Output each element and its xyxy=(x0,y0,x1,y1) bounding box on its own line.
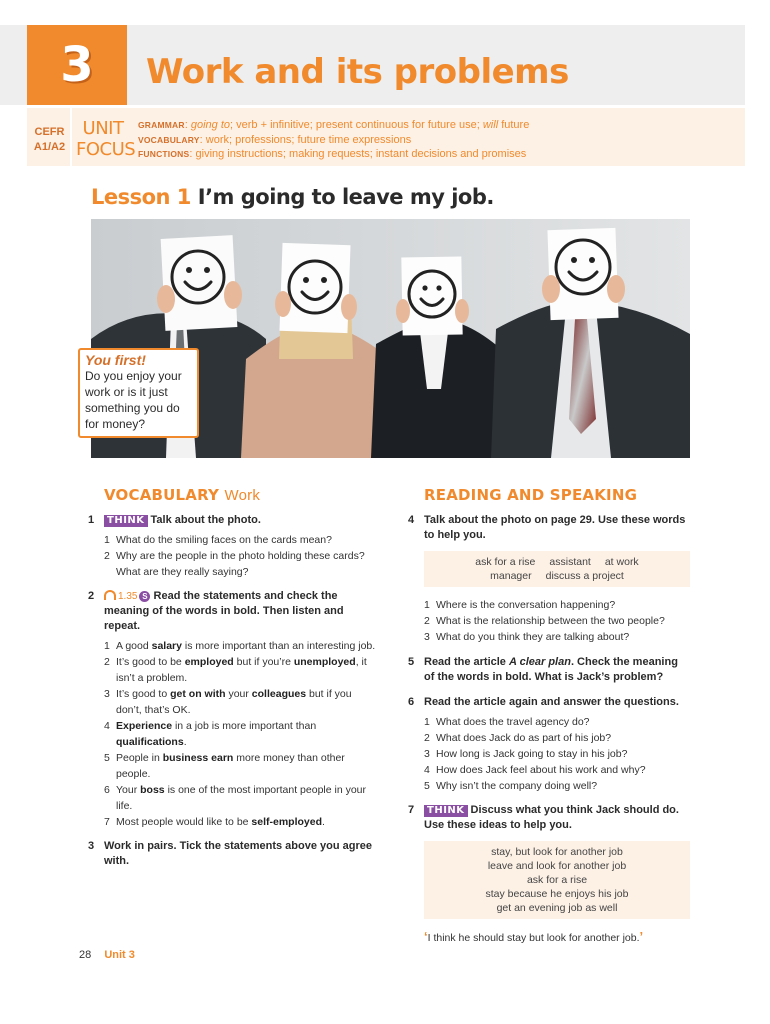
lesson-number: Lesson 1 xyxy=(91,185,191,209)
example-quote xyxy=(424,929,690,944)
audio-track[interactable] xyxy=(104,591,150,602)
item-text: How does Jack feel about his work and why? xyxy=(436,764,646,776)
item-text: . xyxy=(183,736,187,748)
task-instruction: Discuss what you think Jack should do. Use these ideas to help you. xyxy=(424,804,679,831)
task-instruction: . Check the meaning of the words in bold. What is Jack’s problem? xyxy=(424,656,678,683)
bold-word: boss xyxy=(140,784,165,796)
list-item xyxy=(88,532,378,548)
page-number: 28 xyxy=(79,949,92,961)
functions-text: : giving instructions; making requests; instant decisions and promises xyxy=(189,148,527,160)
list-item xyxy=(88,718,378,750)
item-text: A good xyxy=(116,640,152,652)
item-number: 1 xyxy=(424,716,430,728)
footer-unit: Unit 3 xyxy=(104,949,135,961)
item-text: What is the relationship between the two people? xyxy=(436,615,665,627)
unit-title: Work and its problems xyxy=(146,52,569,92)
item-number: 5 xyxy=(104,752,110,764)
item-text: What do the smiling faces on the cards mean? xyxy=(116,534,332,546)
item-text: What does the travel agency do? xyxy=(436,716,590,728)
item-number: 3 xyxy=(424,631,430,643)
item-number: 2 xyxy=(424,615,430,627)
vocabulary-heading-thin: Work xyxy=(224,487,261,504)
think-badge: THINK xyxy=(424,805,468,817)
item-text: Your xyxy=(116,784,141,796)
item-text: , it isn’t a problem. xyxy=(116,656,367,684)
lesson-title xyxy=(91,185,494,209)
article-title: A clear plan xyxy=(508,656,571,668)
item-text: more money than other people. xyxy=(116,752,345,780)
word-chip: manager xyxy=(490,570,532,582)
item-text: What do you think they are talking about? xyxy=(436,631,630,643)
item-number: 4 xyxy=(104,720,110,732)
item-text: . xyxy=(322,816,325,828)
unit-focus-lines xyxy=(138,118,529,162)
task-instruction: Read the article xyxy=(424,656,509,668)
item-text: Most people would like to be xyxy=(116,816,252,828)
item-number: 3 xyxy=(424,748,430,760)
task-number: 3 xyxy=(88,840,95,852)
bold-word: business earn xyxy=(162,752,234,764)
focus-word: FOCUS xyxy=(76,139,136,160)
task-instruction: Work in pairs. Tick the statements above you agree with. xyxy=(104,840,372,867)
item-text: How long is Jack going to stay in his job? xyxy=(436,748,628,760)
list-item xyxy=(408,778,690,794)
item-text: is more important than an interesting job. xyxy=(182,640,376,652)
vocabulary-heading-bold: VOCABULARY xyxy=(104,486,220,504)
you-first-box xyxy=(78,348,199,438)
task-6 xyxy=(408,695,690,710)
list-item xyxy=(408,597,690,613)
open-quote-icon: ‘ xyxy=(424,929,428,944)
item-text: It’s good to xyxy=(116,688,171,700)
list-item xyxy=(408,746,690,762)
task-1 xyxy=(88,513,378,528)
task-3 xyxy=(88,839,378,869)
idea-item: ask for a rise xyxy=(526,874,588,886)
you-first-title: You first! xyxy=(85,352,146,368)
bold-word: get on with xyxy=(170,688,226,700)
bold-word: employed xyxy=(184,656,234,668)
list-item xyxy=(88,548,378,580)
task-instruction: Read the statements and check the meaning of the words in bold. Then listen and repeat. xyxy=(104,590,344,632)
bold-word: Experience xyxy=(116,720,173,732)
grammar-line: GRAMMAR: going to; verb + infinitive; present continuous for future use; will future xyxy=(138,119,530,131)
item-number: 4 xyxy=(424,764,430,776)
task-number: 5 xyxy=(408,656,415,668)
list-item xyxy=(408,730,690,746)
vocabulary-text: : work; professions; future time expressions xyxy=(199,133,412,146)
functions-line xyxy=(138,147,529,162)
vocabulary-heading xyxy=(104,486,378,504)
item-text: but if you don’t, that’s OK. xyxy=(116,688,352,716)
task-number: 7 xyxy=(408,804,415,816)
functions-label: FUNCTIONS xyxy=(138,149,190,159)
idea-item: get an evening job as well xyxy=(496,902,618,914)
vocabulary-label: VOCABULARY xyxy=(138,134,200,145)
speaking-icon: S xyxy=(139,591,150,602)
item-text: It’s good to be xyxy=(116,656,185,668)
cefr-label: CEFR xyxy=(34,126,65,138)
cefr-value: A1/A2 xyxy=(33,141,66,153)
word-box xyxy=(424,551,690,587)
think-badge: THINK xyxy=(104,515,148,527)
grammar-end: future xyxy=(498,119,530,131)
bold-word: salary xyxy=(151,640,182,652)
list-item xyxy=(88,814,378,830)
list-item xyxy=(88,654,378,686)
item-text: What does Jack do as part of his job? xyxy=(436,732,612,744)
item-number: 3 xyxy=(104,688,110,700)
unit-word: UNIT xyxy=(82,118,124,139)
unit-focus-label xyxy=(76,118,136,160)
item-text: Where is the conversation happening? xyxy=(436,599,616,611)
item-text: your xyxy=(225,688,252,700)
grammar-text: ; verb + infinitive; present continuous for future use; xyxy=(230,119,483,131)
item-text: People in xyxy=(116,752,163,764)
word-chip: ask for a rise xyxy=(475,556,536,568)
word-chip: at work xyxy=(604,556,639,568)
cefr-level xyxy=(27,125,72,155)
ideas-box xyxy=(424,841,690,919)
item-number: 5 xyxy=(424,780,430,792)
task-instruction: Talk about the photo. xyxy=(150,514,261,526)
item-number: 2 xyxy=(424,732,430,744)
task-instruction: Read the article again and answer the questions. xyxy=(424,696,679,708)
item-number: 2 xyxy=(104,550,110,562)
item-number: 1 xyxy=(424,599,430,611)
task-2-statements xyxy=(88,638,378,830)
item-number: 6 xyxy=(104,784,110,796)
task-5 xyxy=(408,655,690,685)
close-quote-icon: ’ xyxy=(639,929,644,944)
item-number: 1 xyxy=(104,534,110,546)
item-number: 1 xyxy=(104,640,110,652)
task-4 xyxy=(408,513,690,543)
task-number: 4 xyxy=(408,514,415,526)
grammar-italic: going to xyxy=(190,119,231,131)
task-2 xyxy=(88,589,378,634)
idea-item: stay because he enjoys his job xyxy=(485,888,629,900)
reading-section xyxy=(408,486,690,944)
list-item xyxy=(408,762,690,778)
list-item xyxy=(88,750,378,782)
grammar-italic-2: will xyxy=(482,119,499,131)
bold-word: colleagues xyxy=(251,688,307,700)
lesson-title-text: I’m going to leave my job. xyxy=(197,185,494,209)
vocabulary-line xyxy=(138,133,529,148)
unit-number-box xyxy=(27,25,127,105)
item-text: Why isn’t the company doing well? xyxy=(436,780,598,792)
list-item xyxy=(408,714,690,730)
list-item xyxy=(88,782,378,814)
word-chip: assistant xyxy=(549,556,591,568)
list-item xyxy=(408,629,690,645)
task-number: 2 xyxy=(88,590,95,602)
you-first-question: Do you enjoy your work or is it just something you do for money? xyxy=(85,369,182,431)
bold-word: qualifications xyxy=(116,736,184,748)
task-number: 6 xyxy=(408,696,415,708)
task-7 xyxy=(408,803,690,833)
quote-text: I think he should stay but look for another job. xyxy=(427,932,640,944)
word-chip: discuss a project xyxy=(545,570,624,582)
item-text: but if you’re xyxy=(233,656,294,668)
item-number: 2 xyxy=(104,656,110,668)
word-box-row xyxy=(430,569,684,583)
page-footer xyxy=(79,949,135,961)
bold-word: self-employed xyxy=(251,816,323,828)
item-text: is one of the most important people in your life. xyxy=(116,784,367,812)
task-instruction: Talk about the photo on page 29. Use these words to help you. xyxy=(424,514,686,541)
list-item xyxy=(408,613,690,629)
reading-heading: READING AND SPEAKING xyxy=(424,486,638,504)
headphones-icon xyxy=(104,590,116,600)
item-text: in a job is more important than xyxy=(172,720,317,732)
grammar-label: GRAMMAR xyxy=(138,120,185,130)
task-6-questions xyxy=(408,714,690,794)
vocabulary-section xyxy=(88,486,378,873)
word-box-row xyxy=(430,555,684,569)
task-number: 1 xyxy=(88,514,95,526)
idea-item: stay, but look for another job xyxy=(491,846,623,858)
list-item xyxy=(88,686,378,718)
unit-number: 3 xyxy=(60,37,94,93)
bold-word: unemployed xyxy=(293,656,356,668)
idea-item: leave and look for another job xyxy=(487,860,627,872)
item-number: 7 xyxy=(104,816,110,828)
task-4-questions xyxy=(408,597,690,645)
list-item xyxy=(88,638,378,654)
task-1-questions xyxy=(88,532,378,580)
item-text: Why are the people in the photo holding these cards? What are they really saying? xyxy=(116,550,365,578)
audio-track-number: 1.35 xyxy=(118,591,138,602)
